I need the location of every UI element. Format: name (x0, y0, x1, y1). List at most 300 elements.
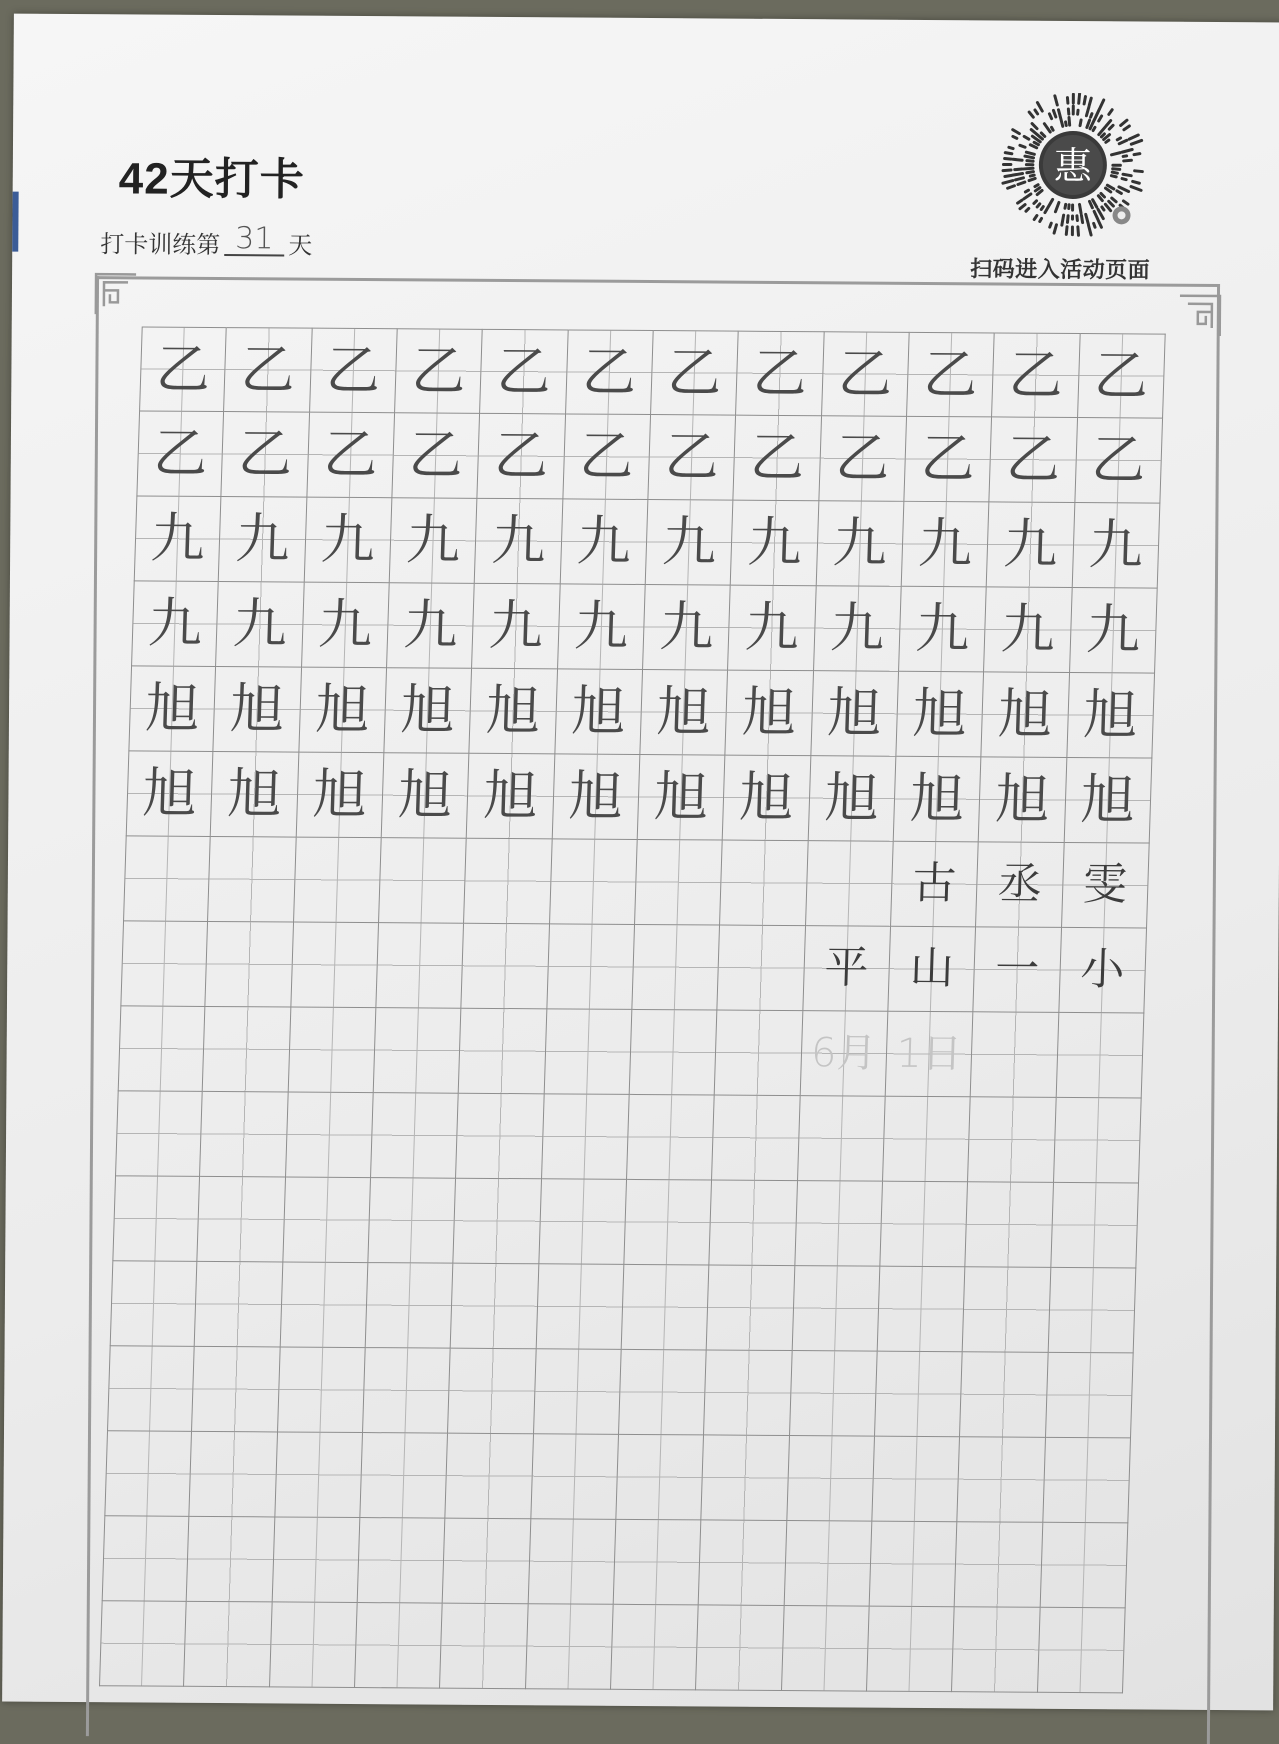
handwritten-character: 九 (491, 514, 547, 568)
grid-cell (782, 1606, 870, 1692)
handwritten-character: 旭 (827, 686, 883, 740)
grid-cell (475, 499, 563, 585)
handwritten-character: 九 (235, 512, 291, 566)
grid-cell (291, 923, 379, 1009)
grid-cell (360, 1433, 448, 1519)
grid-row (128, 666, 1155, 758)
grid-cell (992, 332, 1080, 418)
grid-cell (198, 1177, 286, 1263)
handwritten-character: 九 (576, 515, 632, 569)
grid-cell (1043, 1438, 1131, 1524)
handwritten-character: 旭 (485, 684, 541, 738)
grid-cell (888, 927, 976, 1013)
qr-center-label: 惠 (1054, 144, 1094, 188)
handwritten-character: 1日 (896, 1034, 963, 1074)
grid-cell (1070, 588, 1158, 674)
grid-cell (958, 1437, 1046, 1523)
handwritten-character: 旭 (656, 685, 712, 739)
grid-cell (728, 586, 816, 672)
handwritten-character: 九 (405, 513, 461, 567)
grid-row (110, 1261, 1137, 1353)
handwritten-character: 九 (573, 600, 629, 654)
handwritten-character: 旭 (912, 687, 968, 741)
handwritten-character: 乙 (240, 343, 296, 397)
grid-cell (451, 1264, 539, 1350)
handwritten-character: 乙 (837, 347, 893, 401)
handwritten-character: 旭 (653, 770, 709, 824)
grid-cell (891, 842, 979, 928)
grid-cell (875, 1352, 963, 1438)
grid-cell (990, 417, 1078, 503)
grid-cell (704, 1350, 792, 1436)
grid-cell (624, 1180, 712, 1266)
grid-cell (904, 417, 992, 503)
grid-cell (552, 754, 640, 840)
grid-cell (563, 414, 651, 500)
grid-cell (976, 842, 1064, 928)
grid-cell (195, 1262, 283, 1348)
handwritten-character: 旭 (909, 772, 965, 826)
page-edge-strip (12, 192, 18, 252)
handwritten-character: 乙 (1093, 349, 1149, 403)
handwritten-character: 旭 (739, 771, 795, 825)
grid-cell (547, 924, 635, 1010)
handwritten-character: 乙 (667, 346, 723, 400)
grid-cell (480, 329, 568, 415)
handwritten-character: 乙 (1005, 433, 1061, 487)
grid-cell (1072, 503, 1160, 589)
grid-cell (187, 1517, 275, 1603)
day-line-suffix: 天 (288, 226, 312, 261)
grid-cell (902, 502, 990, 588)
grid-cell (651, 330, 739, 416)
grid-cell (280, 1262, 368, 1348)
grid-row (102, 1516, 1129, 1608)
handwritten-character: 九 (488, 599, 544, 653)
page-title: 42天打卡 (119, 142, 305, 207)
grid-cell (310, 328, 398, 414)
handwritten-character: 旭 (315, 683, 371, 737)
grid-cell (795, 1181, 883, 1267)
handwritten-character: 旭 (483, 769, 539, 823)
grid-cell (1059, 928, 1147, 1014)
handwritten-character: 旭 (400, 683, 456, 737)
grid-cell (526, 1604, 614, 1690)
grid-cell (464, 839, 552, 925)
grid-row (112, 1176, 1139, 1268)
handwritten-character: 九 (829, 601, 885, 655)
grid-cell (203, 1007, 291, 1093)
handwritten-character: 乙 (411, 344, 467, 398)
grid-cell (627, 1095, 715, 1181)
grid-cell (440, 1604, 528, 1690)
grid-cell (736, 331, 824, 417)
grid-cell (878, 1267, 966, 1353)
grid-row (131, 581, 1158, 673)
day-line-prefix: 打卡训练第 (100, 224, 220, 260)
grid-cell (219, 497, 307, 583)
grid-cell (294, 838, 382, 924)
grid-cell (363, 1348, 451, 1434)
grid-row (120, 921, 1147, 1013)
grid-cell (558, 584, 646, 670)
corner-ornament-icon (94, 272, 138, 316)
grid-cell (611, 1605, 699, 1691)
grid-cell (120, 921, 208, 1007)
grid-cell (299, 668, 387, 754)
grid-cell (720, 841, 808, 927)
grid-cell (899, 587, 987, 673)
grid-row (123, 836, 1150, 928)
grid-cell (107, 1346, 195, 1432)
grid-cell (715, 1011, 803, 1097)
handwritten-character: 旭 (1083, 688, 1139, 742)
grid-cell (1038, 1608, 1126, 1694)
handwritten-character: 旭 (229, 682, 285, 736)
grid-cell (304, 498, 392, 584)
grid-cell (883, 1097, 971, 1183)
grid-cell (382, 753, 470, 839)
grid-cell (984, 587, 1072, 673)
handwritten-character: 乙 (1008, 348, 1064, 402)
grid-cell (395, 328, 483, 414)
handwritten-character: 乙 (408, 428, 464, 482)
grid-cell (974, 927, 1062, 1013)
handwritten-character: 九 (403, 598, 459, 652)
handwritten-character: 九 (747, 516, 803, 570)
handwritten-character: 乙 (920, 432, 976, 486)
grid-cell (288, 1008, 376, 1094)
handwritten-character: 乙 (325, 343, 381, 397)
handwritten-character: 乙 (923, 347, 979, 401)
grid-cell (115, 1091, 203, 1177)
grid-cell (459, 1009, 547, 1095)
grid-cell (302, 583, 390, 669)
grid-row (126, 751, 1153, 843)
grid-cell (870, 1522, 958, 1608)
grid-row (115, 1091, 1142, 1183)
handwritten-character: 乙 (579, 430, 635, 484)
grid-cell (478, 414, 566, 500)
grid-cell (622, 1265, 710, 1351)
grid-cell (550, 839, 638, 925)
tianzige-grid (99, 326, 1166, 1693)
handwritten-character: 乙 (752, 346, 808, 400)
grid-cell (790, 1351, 878, 1437)
grid-cell (1067, 673, 1155, 759)
handwritten-character: 旭 (397, 768, 453, 822)
handwritten-character: 九 (1003, 518, 1059, 572)
grid-cell (102, 1516, 190, 1602)
grid-cell (1048, 1268, 1136, 1354)
grid-cell (803, 926, 891, 1012)
grid-cell (638, 755, 726, 841)
handwritten-character: 乙 (323, 428, 379, 482)
handwritten-character: 乙 (155, 342, 211, 396)
grid-cell (275, 1432, 363, 1518)
handwritten-character: 乙 (153, 427, 209, 481)
mini-program-code-icon[interactable] (997, 92, 1148, 243)
handwritten-character: 乙 (493, 429, 549, 483)
grid-cell (134, 496, 222, 582)
grid-cell (955, 1522, 1043, 1608)
handwritten-character: 九 (1000, 602, 1056, 656)
grid-cell (542, 1094, 630, 1180)
handwritten-character: 九 (661, 515, 717, 569)
grid-cell (270, 1602, 358, 1688)
grid-cell (712, 1096, 800, 1182)
grid-cell (544, 1009, 632, 1095)
grid-row (118, 1006, 1145, 1098)
handwritten-character: 乙 (835, 431, 891, 485)
handwritten-character: 旭 (312, 768, 368, 822)
grid-cell (966, 1182, 1054, 1268)
grid-cell (819, 416, 907, 502)
grid-cell (867, 1607, 955, 1693)
grid-cell (630, 1010, 718, 1096)
grid-cell (968, 1097, 1056, 1183)
grid-cell (635, 840, 723, 926)
handwritten-character: 九 (320, 513, 376, 567)
grid-cell (811, 671, 899, 757)
grid-cell (784, 1521, 872, 1607)
grid-cell (222, 412, 310, 498)
grid-cell (528, 1519, 616, 1605)
grid-row (136, 411, 1163, 503)
grid-cell (616, 1435, 704, 1521)
grid-cell (272, 1517, 360, 1603)
handwritten-character: 一 (994, 947, 1039, 991)
grid-cell (214, 667, 302, 753)
grid-cell (643, 585, 731, 671)
grid-cell (368, 1178, 456, 1264)
grid-cell (296, 753, 384, 839)
handwritten-character: 旭 (995, 772, 1051, 826)
grid-cell (374, 1008, 462, 1094)
grid-cell (456, 1094, 544, 1180)
grid-cell (726, 671, 814, 757)
grid-cell (278, 1347, 366, 1433)
grid-row (104, 1431, 1131, 1523)
grid-cell (707, 1265, 795, 1351)
handwritten-character: 九 (832, 516, 888, 570)
grid-cell (307, 413, 395, 499)
corner-ornament-icon (1178, 294, 1222, 338)
grid-cell (963, 1267, 1051, 1353)
grid-cell (454, 1179, 542, 1265)
grid-cell (798, 1096, 886, 1182)
grid-cell (216, 582, 304, 668)
grid-cell (110, 1261, 198, 1347)
qr-caption: 扫码进入活动页面 (970, 252, 1150, 284)
grid-cell (814, 586, 902, 672)
grid-cell (531, 1434, 619, 1520)
grid-cell (286, 1093, 374, 1179)
grid-cell (896, 672, 984, 758)
grid-cell (123, 836, 211, 922)
grid-cell (208, 837, 296, 923)
grid-cell (987, 502, 1075, 588)
grid-cell (952, 1607, 1040, 1693)
grid-cell (448, 1349, 536, 1435)
grid-cell (136, 411, 224, 497)
handwritten-character: 旭 (824, 771, 880, 825)
grid-cell (723, 756, 811, 842)
grid-cell (1040, 1523, 1128, 1609)
grid-cell (702, 1435, 790, 1521)
grid-cell (200, 1092, 288, 1178)
grid-cell (470, 669, 558, 755)
grid-cell (467, 754, 555, 840)
grid-cell (379, 838, 467, 924)
grid-cell (1051, 1183, 1139, 1269)
grid-cell (192, 1347, 280, 1433)
grid-cell (1062, 843, 1150, 929)
handwritten-character: 九 (232, 597, 288, 651)
grid-cell (619, 1350, 707, 1436)
grid-cell (1075, 418, 1163, 504)
handwritten-character: 旭 (227, 767, 283, 821)
grid-cell (648, 415, 736, 501)
grid-cell (446, 1434, 534, 1520)
grid-cell (99, 1601, 187, 1687)
grid-cell (710, 1180, 798, 1266)
grid-cell (358, 1518, 446, 1604)
handwritten-character: 九 (150, 512, 206, 566)
grid-row (99, 1601, 1126, 1693)
handwritten-character: 九 (147, 597, 203, 651)
grid-cell (872, 1437, 960, 1523)
handwritten-character: 乙 (1091, 433, 1147, 487)
handwritten-character: 旭 (1080, 773, 1136, 827)
grid-cell (971, 1012, 1059, 1098)
grid-cell (982, 672, 1070, 758)
grid-cell (696, 1605, 784, 1691)
grid-cell (787, 1436, 875, 1522)
handwritten-character: 旭 (741, 686, 797, 740)
handwritten-character: 乙 (581, 345, 637, 399)
grid-cell (206, 922, 294, 1008)
grid-cell (816, 501, 904, 587)
handwritten-character: 旭 (145, 682, 201, 736)
grid-cell (806, 841, 894, 927)
grid-cell (371, 1093, 459, 1179)
grid-cell (646, 500, 734, 586)
grid-cell (800, 1011, 888, 1097)
grid-cell (792, 1266, 880, 1352)
grid-cell (376, 923, 464, 1009)
grid-row (139, 326, 1166, 418)
grid-cell (734, 416, 822, 502)
grid-cell (1056, 1013, 1144, 1099)
grid-cell (614, 1520, 702, 1606)
grid-cell (443, 1519, 531, 1605)
grid-row (134, 496, 1161, 588)
grid-cell (190, 1432, 278, 1518)
grid-row (107, 1346, 1134, 1438)
day-line (100, 224, 312, 260)
grid-cell (1078, 333, 1166, 419)
grid-cell (536, 1264, 624, 1350)
handwritten-character: 九 (917, 517, 973, 571)
grid-cell (126, 751, 214, 837)
grid-cell (390, 498, 478, 584)
grid-cell (112, 1176, 200, 1262)
grid-cell (139, 326, 227, 412)
handwritten-character: 乙 (664, 430, 720, 484)
grid-cell (104, 1431, 192, 1517)
grid-cell (731, 501, 819, 587)
handwritten-character: 九 (744, 601, 800, 655)
day-number: 31 (224, 224, 284, 256)
grid-cell (894, 757, 982, 843)
grid-cell (640, 670, 728, 756)
handwritten-character: 九 (317, 598, 373, 652)
handwritten-character: 雯 (1082, 863, 1127, 907)
grid-cell (131, 581, 219, 667)
grid-cell (534, 1349, 622, 1435)
grid-cell (462, 924, 550, 1010)
handwritten-character: 九 (1088, 518, 1144, 572)
grid-cell (1054, 1098, 1142, 1184)
grid-cell (387, 583, 475, 669)
grid-cell (366, 1263, 454, 1349)
grid-cell (224, 327, 312, 413)
handwritten-character: 旭 (568, 769, 624, 823)
grid-cell (560, 499, 648, 585)
grid-cell (472, 584, 560, 670)
handwritten-character: 九 (915, 602, 971, 656)
handwritten-character: 6月 (810, 1033, 877, 1073)
grid-cell (566, 329, 654, 415)
grid-cell (632, 925, 720, 1011)
grid-cell (555, 669, 643, 755)
grid-cell (1046, 1353, 1134, 1439)
grid-cell (118, 1006, 206, 1092)
handwritten-character: 九 (1085, 603, 1141, 657)
grid-cell (184, 1602, 272, 1688)
grid-cell (539, 1179, 627, 1265)
handwritten-character: 乙 (237, 427, 293, 481)
worksheet-page (2, 14, 1279, 1711)
handwritten-character: 九 (659, 600, 715, 654)
handwritten-character: 旭 (997, 687, 1053, 741)
handwritten-character: 古 (912, 862, 957, 906)
grid-cell (880, 1182, 968, 1268)
handwritten-character: 乙 (496, 344, 552, 398)
grid-cell (718, 926, 806, 1012)
grid-cell (886, 1012, 974, 1098)
grid-cell (907, 332, 995, 418)
handwritten-character: 平 (824, 946, 869, 990)
grid-cell (979, 757, 1067, 843)
handwritten-character: 山 (909, 947, 954, 991)
grid-cell (1064, 758, 1152, 844)
handwritten-character: 丞 (997, 862, 1042, 906)
grid-cell (211, 752, 299, 838)
grid-cell (960, 1352, 1048, 1438)
grid-cell (392, 413, 480, 499)
grid-cell (355, 1603, 443, 1689)
grid-cell (699, 1520, 787, 1606)
grid-cell (384, 668, 472, 754)
handwritten-character: 旭 (571, 684, 627, 738)
grid-cell (283, 1178, 371, 1264)
handwritten-character: 小 (1080, 948, 1125, 992)
grid-cell (808, 756, 896, 842)
handwritten-character: 旭 (142, 767, 198, 821)
grid-cell (128, 666, 216, 752)
